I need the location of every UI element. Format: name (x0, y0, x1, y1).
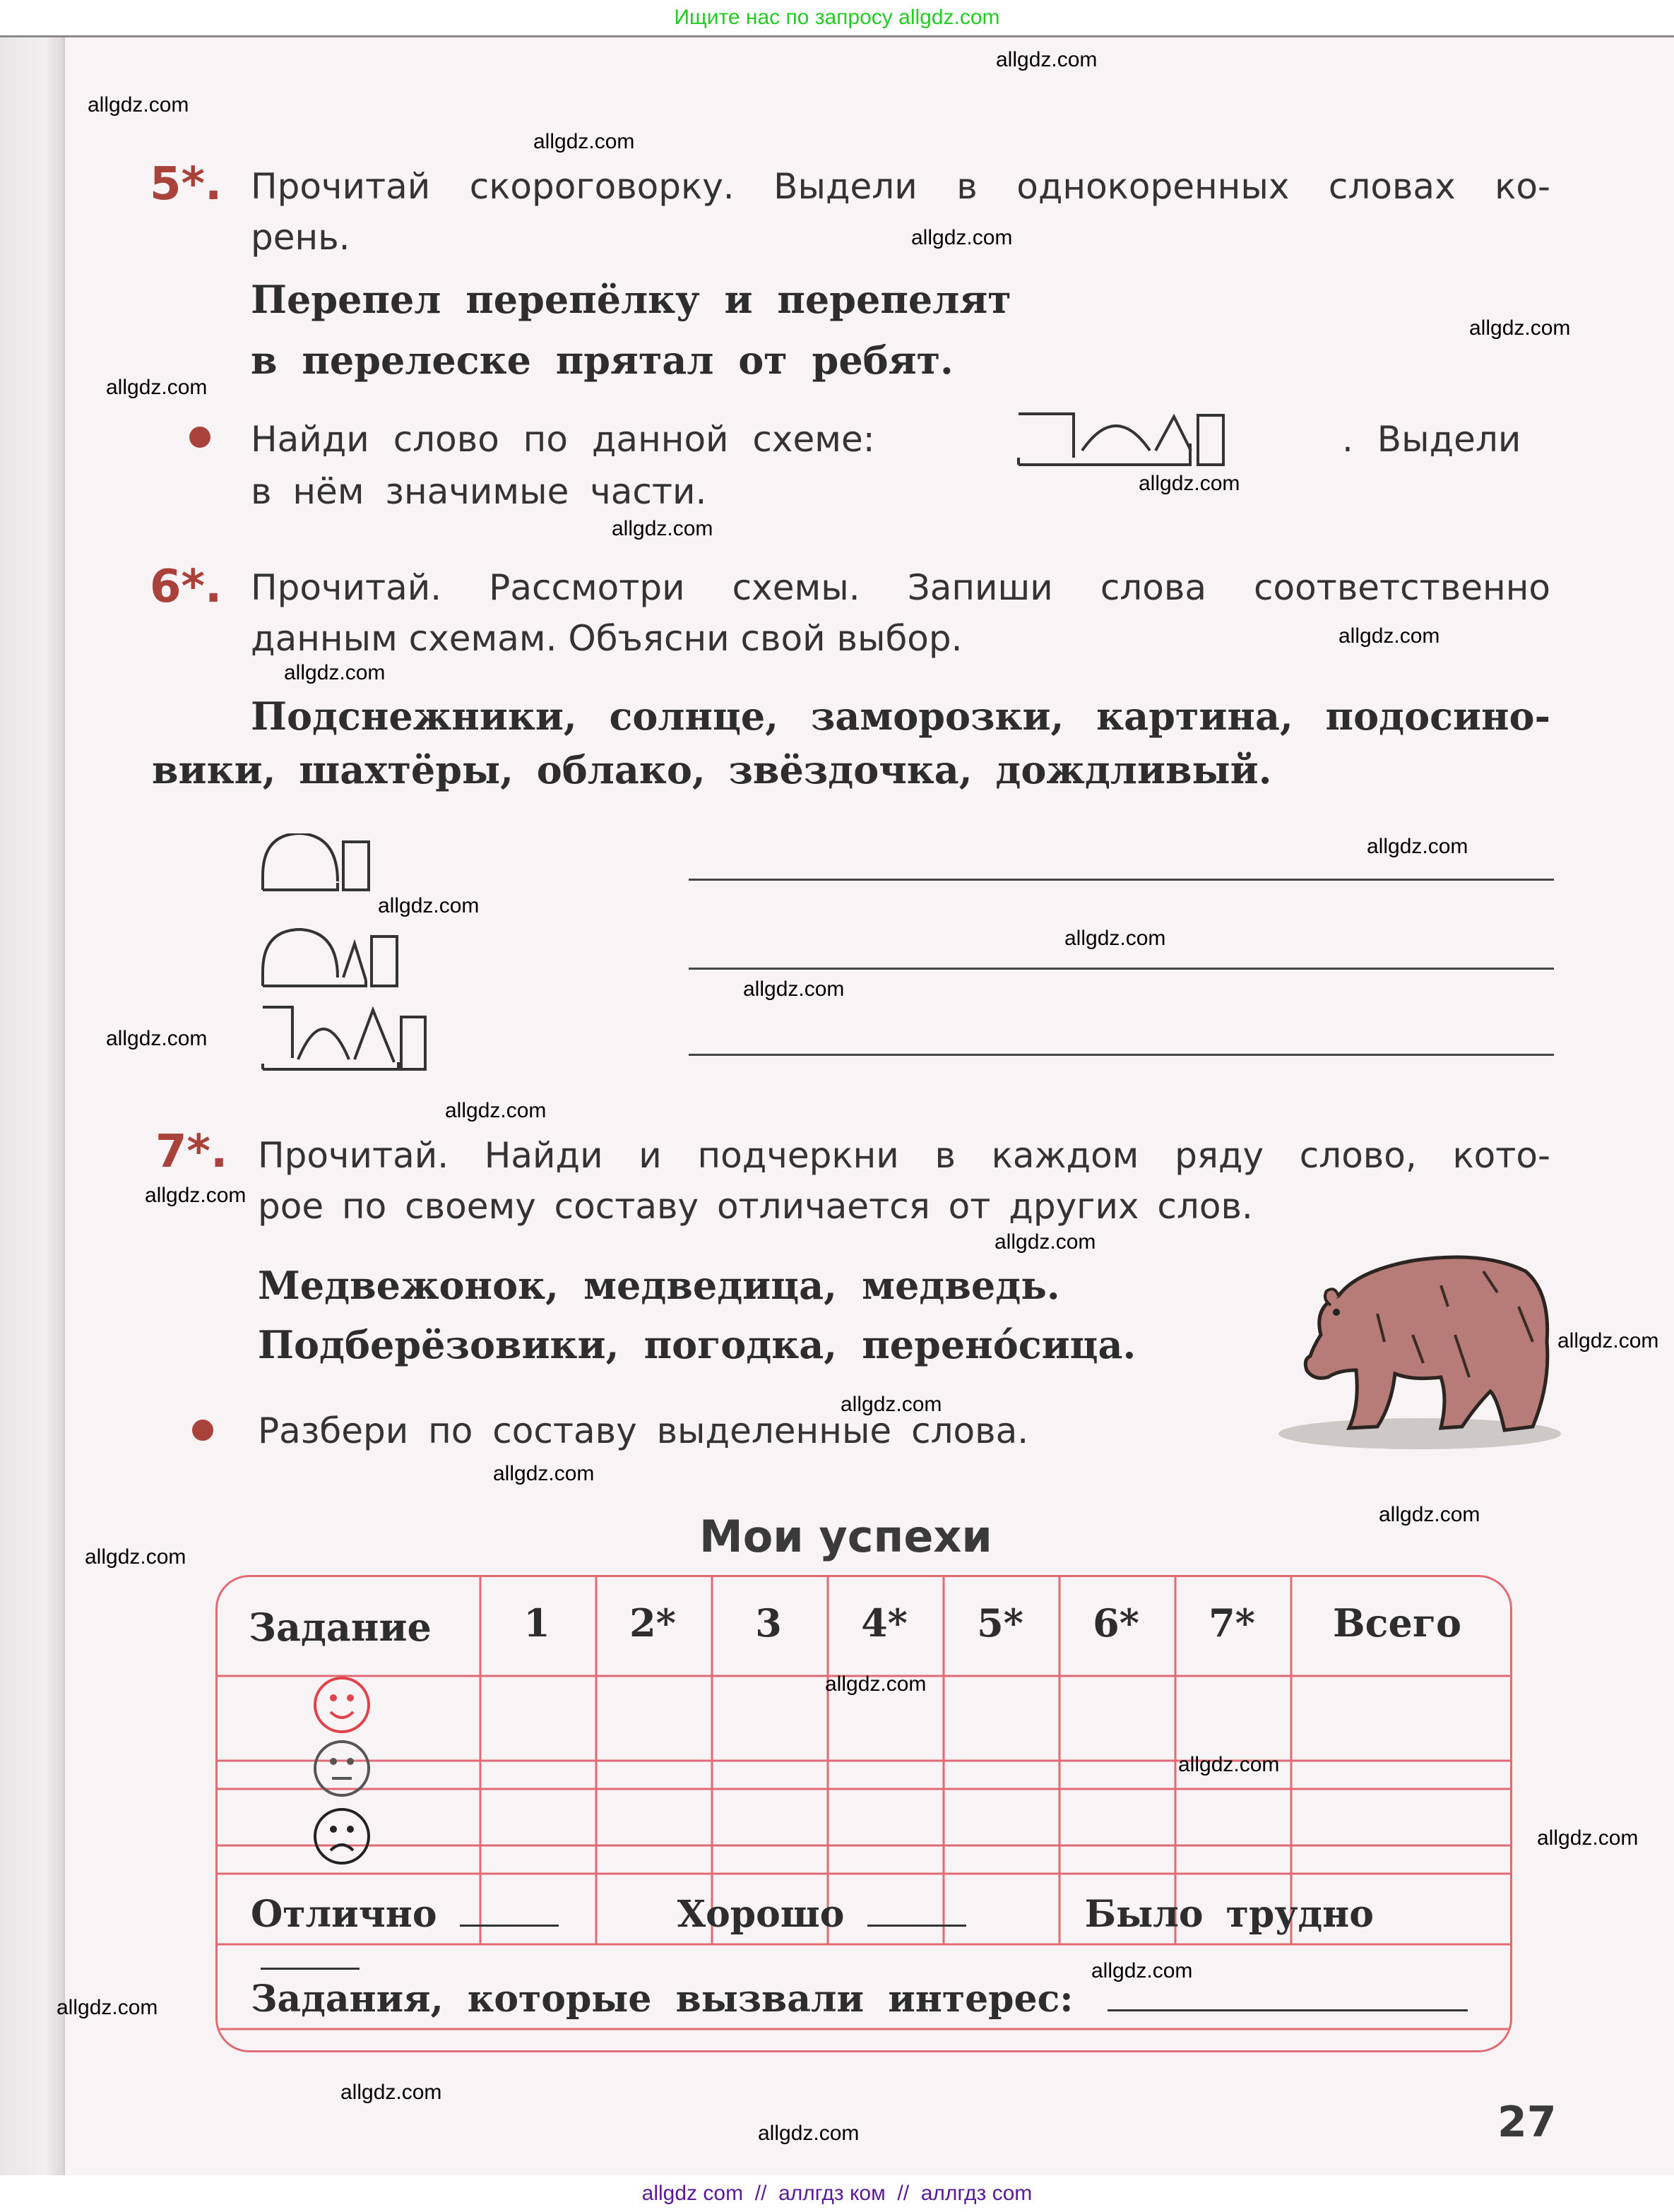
word-medvezhonok: Медвежонок, (258, 1263, 559, 1308)
smiley-happy-icon (311, 1674, 373, 1736)
task5-tongue-twister-line1: Перепел перепёлку и перепелят (251, 277, 1011, 322)
watermark-text: allgdz.com (911, 226, 1013, 249)
rating-excellent-label: Отлично (251, 1893, 437, 1936)
rating-excellent-blank[interactable] (460, 1920, 559, 1927)
watermark-text: allgdz.com (1178, 1753, 1280, 1776)
watermark-text: allgdz.com (825, 1672, 927, 1696)
scheme-root-ending-icon (260, 833, 387, 897)
watermark-text: allgdz.com (145, 1184, 247, 1207)
word-medved: медведь. (862, 1263, 1060, 1308)
page-number: 27 (1497, 2098, 1557, 2147)
column-header-6: 6* (1093, 1600, 1139, 1646)
watermark-text: allgdz.com (493, 1462, 595, 1485)
task7-subtask: Разбери по составу выделенные слова. (258, 1410, 1029, 1451)
task7-instruction-line2: рое по своему составу отличается от других слов. (258, 1186, 1253, 1227)
watermark-text: allgdz.com (284, 661, 386, 684)
watermark-text: allgdz.com (612, 517, 713, 540)
answer-line-3[interactable] (689, 1054, 1554, 1056)
bullet-icon (189, 427, 210, 448)
column-header-total: Всего (1333, 1600, 1461, 1646)
column-header-5: 5* (977, 1600, 1023, 1646)
watermark-text: allgdz.com (1139, 472, 1240, 495)
task6-instruction-line1: Прочитай. Рассмотри схемы. Запиши слова соответственно (251, 567, 1550, 608)
watermark-text: allgdz.com (1379, 1503, 1480, 1526)
column-header-3: 3 (755, 1600, 782, 1646)
watermark-text: allgdz.com (340, 2081, 442, 2104)
watermark-text: allgdz.com (378, 894, 480, 917)
watermark-text: allgdz.com (743, 977, 845, 1001)
task6-instruction-line2: данным схемам. Объясни свой выбор. (251, 618, 963, 659)
smiley-sad-icon (311, 1805, 373, 1867)
interesting-tasks-label: Задания, которые вызвали интерес: (251, 1978, 1074, 2021)
column-header-1: 1 (523, 1600, 550, 1646)
bottom-bar-links[interactable]: allgdz com // аллгдз ком // аллгдз com (641, 2182, 1033, 2205)
task5-subtask-after: . Выдели (1342, 419, 1521, 460)
watermark-text: allgdz.com (106, 376, 208, 399)
rating-good-blank[interactable] (867, 1920, 966, 1927)
task5-instruction-line2: рень. (251, 217, 350, 258)
watermark-text: allgdz.com (1064, 927, 1166, 950)
answer-line-1[interactable] (689, 879, 1554, 881)
rating-hard-blank[interactable] (261, 1963, 360, 1970)
column-header-2: 2* (629, 1600, 676, 1646)
interesting-tasks-blank[interactable] (1108, 2005, 1468, 2011)
task5-tongue-twister-line2: в перелеске прятал от ребят. (251, 338, 954, 383)
task6-words-line1: Подснежники, солнце, заморозки, картина, подосино- (251, 694, 1550, 739)
bullet-icon (192, 1420, 213, 1441)
scheme-root-suffix-ending-icon (260, 915, 401, 993)
watermark-text: allgdz.com (88, 93, 189, 117)
task6-number: 6*. (150, 561, 222, 613)
answer-line-2[interactable] (689, 968, 1554, 970)
task7-number: 7*. (155, 1126, 228, 1178)
smiley-neutral-icon (311, 1737, 373, 1800)
column-header-4: 4* (861, 1600, 908, 1646)
watermark-text: allgdz.com (1338, 624, 1440, 648)
word-podberezoviki-highlighted: Подберёзовики, (258, 1322, 619, 1367)
watermark-text: allgdz.com (1469, 316, 1571, 340)
page-spine-shadow (0, 37, 65, 2177)
watermark-text: allgdz.com (841, 1393, 942, 1416)
task7-row1 (258, 1256, 1060, 1316)
word-medveditsa-highlighted: медведица, (583, 1263, 837, 1308)
rating-hard-label: Было трудно (1084, 1893, 1374, 1936)
watermark-text: allgdz.com (995, 1230, 1096, 1254)
column-header-7: 7* (1209, 1600, 1255, 1646)
task5-number: 5*. (150, 158, 222, 210)
watermark-text: allgdz.com (106, 1027, 208, 1050)
rating-row (251, 1893, 1473, 1979)
progress-title: Мои успехи (699, 1511, 992, 1562)
word-scheme-prefix-root-suffix-ending-icon (1017, 408, 1229, 472)
bear-illustration-icon (1271, 1229, 1568, 1455)
banner-link[interactable]: Ищите нас по запросу allgdz.com (674, 6, 1000, 29)
watermark-text: allgdz.com (1557, 1329, 1659, 1352)
watermark-text: allgdz.com (533, 130, 635, 153)
task7-row2 (258, 1315, 1136, 1375)
watermark-text: allgdz.com (1091, 1959, 1193, 1982)
watermark-text: allgdz.com (1537, 1826, 1639, 1850)
word-pogodka: погодка, (643, 1322, 838, 1367)
watermark-text: allgdz.com (1367, 835, 1468, 858)
task7-instruction-line1: Прочитай. Найди и подчеркни в каждом ряду слово, кото- (258, 1135, 1550, 1176)
watermark-text: allgdz.com (57, 1996, 158, 2019)
word-perenositsa: перено́сица. (862, 1322, 1136, 1367)
scheme-prefix-root-suffix-ending-icon (260, 996, 429, 1074)
watermark-text: allgdz.com (758, 2122, 860, 2145)
watermark-text: allgdz.com (85, 1545, 186, 1569)
column-header-task: Задание (249, 1605, 432, 1650)
watermark-text: allgdz.com (445, 1099, 547, 1122)
rating-good-label: Хорошо (677, 1893, 845, 1936)
task5-subtask-before: Найди слово по данной схеме: (251, 419, 875, 460)
task6-words-line2: вики, шахтёры, облако, звёздочка, дождливый. (152, 747, 1272, 792)
watermark-text: allgdz.com (996, 48, 1098, 71)
task5-subtask-line2: в нём значимые части. (251, 471, 707, 512)
task5-instruction-line1: Прочитай скороговорку. Выдели в однокоренных словах ко- (251, 166, 1550, 207)
bottom-bar[interactable] (0, 2175, 1674, 2212)
interesting-tasks-row (251, 1978, 1473, 2021)
top-banner[interactable] (0, 0, 1674, 35)
